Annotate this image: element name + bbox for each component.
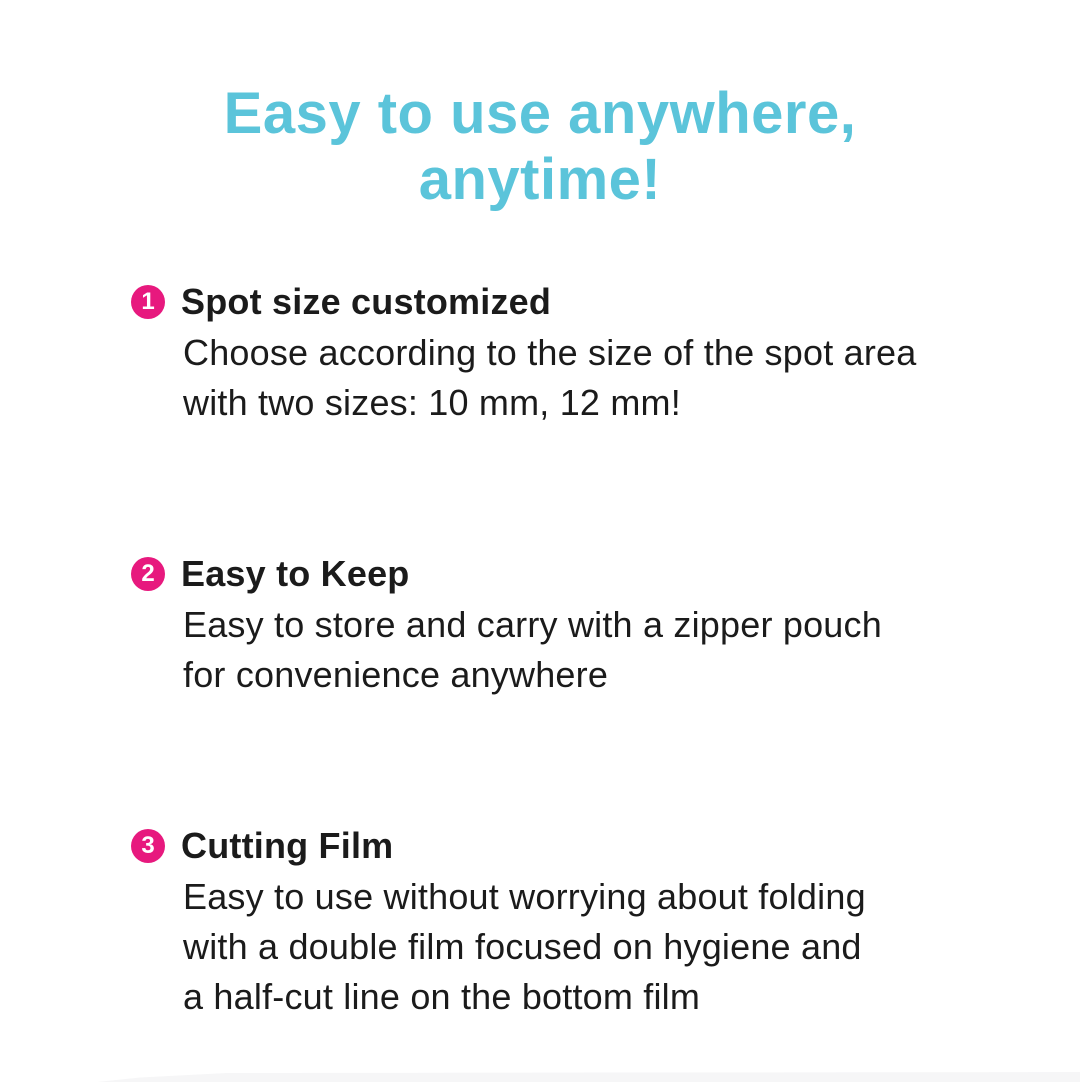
number-badge-3: 3	[131, 829, 165, 863]
feature-body	[183, 600, 1031, 700]
feature-header	[131, 553, 1031, 595]
feature-body-line: for convenience anywhere	[183, 654, 609, 695]
feature-header	[131, 825, 1031, 867]
page-title-line-1: Easy to use anywhere,	[223, 80, 857, 146]
feature-spot-size	[131, 281, 1031, 428]
feature-body	[183, 872, 1031, 1022]
feature-body-line: Choose according to the size of the spot area	[183, 332, 917, 373]
feature-body-line: with two sizes: 10 mm, 12 mm!	[183, 382, 681, 423]
feature-easy-to-keep	[131, 553, 1031, 700]
feature-heading: Easy to Keep	[181, 553, 410, 594]
feature-body-line: a half-cut line on the bottom film	[183, 976, 701, 1017]
feature-cutting-film	[131, 825, 1031, 1022]
feature-heading: Cutting Film	[181, 825, 394, 866]
next-section-edge	[0, 1072, 1080, 1082]
feature-header	[131, 281, 1031, 323]
feature-body-line: Easy to store and carry with a zipper pouch	[183, 604, 882, 645]
feature-heading: Spot size customized	[181, 281, 552, 322]
page-title	[0, 81, 1080, 213]
number-badge-2: 2	[131, 557, 165, 591]
feature-body	[183, 328, 1031, 428]
feature-body-line: with a double film focused on hygiene and	[183, 926, 862, 967]
number-badge-1: 1	[131, 285, 165, 319]
page-title-line-2: anytime!	[418, 146, 662, 212]
feature-body-line: Easy to use without worrying about folding	[183, 876, 866, 917]
